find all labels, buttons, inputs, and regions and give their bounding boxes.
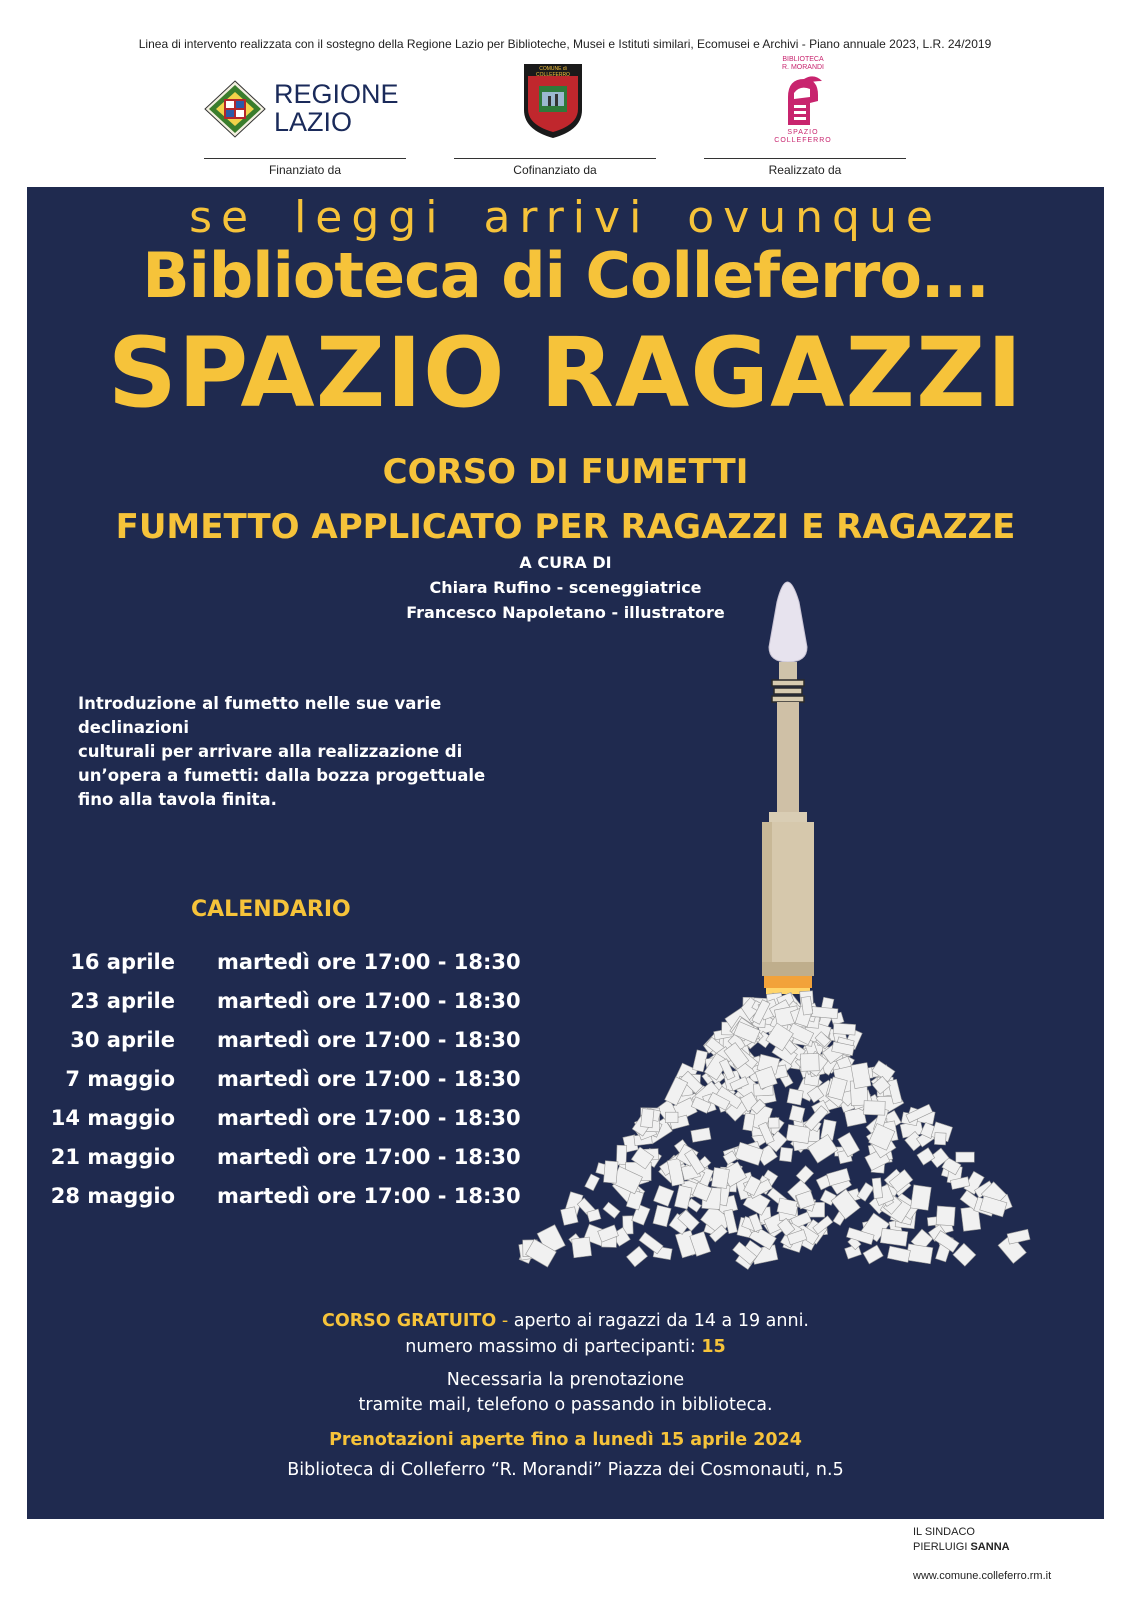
- paper-sheet: [917, 1148, 935, 1165]
- calendar-date: 28 maggio: [50, 1184, 175, 1208]
- paper-sheet: [833, 1023, 855, 1035]
- spazio-colleferro-logo: [768, 56, 838, 152]
- paper-sheet: [585, 1174, 600, 1191]
- intro-line: declinazioni: [78, 718, 189, 737]
- spazio-logo-top1: BIBLIOTECA: [782, 56, 824, 63]
- free-course-separator: -: [496, 1311, 514, 1331]
- subtitle-corso: CORSO DI FUMETTI: [382, 452, 749, 492]
- comune-colleferro-crest: [522, 62, 584, 140]
- mayor-label: IL SINDACO: [913, 1526, 975, 1538]
- free-course-line: [27, 1311, 1104, 1331]
- mayor-first-name: PIERLUIGI: [913, 1541, 968, 1553]
- paper-sheet: [1007, 1229, 1030, 1244]
- paper-sheet: [786, 1124, 810, 1143]
- calendar-time: martedì ore 17:00 - 18:30: [217, 1184, 521, 1208]
- calendar-time: martedì ore 17:00 - 18:30: [217, 1106, 521, 1130]
- regione-lazio-logo: [204, 80, 404, 136]
- paper-sheet: [811, 1007, 838, 1019]
- subtitle-fumetto-applicato: FUMETTO APPLICATO PER RAGAZZI E RAGAZZE: [115, 507, 1016, 547]
- intro-line: fino alla tavola finita.: [78, 790, 277, 809]
- max-participants-text: numero massimo di partecipanti:: [405, 1337, 696, 1357]
- paper-sheet: [641, 1109, 654, 1128]
- funding-note: Linea di intervento realizzata con il sostegno della Regione Lazio per Biblioteche, Musei e Istituti similari, Ecomusei e Archivi - Piano annuale 2023, L.R. 24/2019: [138, 37, 992, 51]
- paper-sheet: [653, 1185, 673, 1206]
- paper-sheet: [800, 1053, 819, 1071]
- paper-sheet: [787, 1088, 803, 1105]
- paper-sheet: [864, 1101, 886, 1116]
- regione-logo-line1: REGIONE: [274, 79, 399, 109]
- calendar-date: 30 aprile: [70, 1028, 175, 1052]
- spazio-logo-bottom1: SPAZIO: [787, 129, 819, 136]
- regione-lazio-emblem-icon: [204, 80, 266, 138]
- paper-sheet: [603, 1202, 620, 1218]
- calendar-date: 7 maggio: [65, 1067, 175, 1091]
- paper-sheet: [665, 1112, 678, 1123]
- age-range-text: aperto ai ragazzi da 14 a 19 anni.: [513, 1311, 809, 1331]
- spazio-logo-top2: R. MORANDI: [782, 64, 824, 71]
- paper-sheet: [863, 1245, 883, 1264]
- intro-line: un’opera a fumetti: dalla bozza progettuale: [78, 766, 486, 785]
- calendar-date: 23 aprile: [70, 989, 175, 1013]
- sponsor-divider: [454, 158, 656, 159]
- caption-realizzato: Realizzato da: [768, 163, 842, 177]
- sponsor-divider: [704, 158, 906, 159]
- paper-sheet: [653, 1205, 671, 1227]
- credit-sceneggiatrice: Chiara Rufino - sceneggiatrice: [429, 578, 702, 597]
- max-participants-value: 15: [701, 1337, 726, 1357]
- crest-label: COMUNE di COLLEFERRO: [536, 66, 570, 78]
- paper-sheet: [936, 1206, 955, 1226]
- knight-helmet-icon: [780, 75, 826, 127]
- paper-sheet: [934, 1133, 946, 1145]
- mayor-last-name: SANNA: [970, 1541, 1010, 1553]
- calendar-time: martedì ore 17:00 - 18:30: [217, 1028, 521, 1052]
- regione-logo-line2: LAZIO: [274, 107, 353, 137]
- booking-line2: tramite mail, telefono o passando in biblioteca.: [358, 1395, 773, 1415]
- paper-sheet: [796, 1166, 813, 1184]
- credits-heading: A CURA DI: [519, 553, 612, 572]
- paper-sheet: [956, 1152, 975, 1162]
- paper-sheet: [603, 1161, 618, 1184]
- poster-panel: [27, 187, 1104, 1519]
- paper-sheet: [906, 1244, 933, 1264]
- spazio-logo-bottom2: COLLEFERRO: [774, 137, 832, 144]
- paper-sheet: [769, 1118, 779, 1128]
- paper-sheet: [872, 1178, 883, 1199]
- title-biblioteca: Biblioteca di Colleferro...: [142, 239, 989, 312]
- mayor-signature: [913, 1525, 1010, 1555]
- max-participants-line: [27, 1337, 1104, 1357]
- calendar-time: martedì ore 17:00 - 18:30: [217, 1067, 521, 1091]
- paper-cloud-icon: [519, 991, 1030, 1270]
- paper-sheet: [779, 1147, 792, 1162]
- calendar-time: martedì ore 17:00 - 18:30: [217, 1145, 521, 1169]
- calendar-date: 14 maggio: [50, 1106, 175, 1130]
- paper-sheet: [911, 1185, 932, 1210]
- free-course-label: CORSO GRATUITO: [321, 1311, 497, 1331]
- intro-line: culturali per arrivare alla realizzazione di: [78, 742, 463, 761]
- calendar-date: 21 maggio: [50, 1145, 175, 1169]
- paper-sheet: [711, 1167, 729, 1188]
- sponsor-divider: [204, 158, 406, 159]
- paper-sheet: [626, 1246, 647, 1267]
- course-intro: [78, 692, 498, 812]
- paper-sheet: [887, 1246, 910, 1262]
- website-link[interactable]: www.comune.colleferro.rm.it: [913, 1570, 1052, 1582]
- calendar-time: martedì ore 17:00 - 18:30: [217, 989, 521, 1013]
- rocket-pencil-illustration: [507, 562, 1067, 1282]
- library-address: Biblioteca di Colleferro “R. Morandi” Piazza dei Cosmonauti, n.5: [287, 1460, 844, 1480]
- calendar-date: 16 aprile: [70, 950, 175, 974]
- caption-cofinanziato: Cofinanziato da: [513, 163, 597, 177]
- title-spazio-ragazzi: SPAZIO RAGAZZI: [107, 317, 1024, 429]
- paper-sheet: [880, 1228, 908, 1246]
- credit-illustratore: Francesco Napoletano - illustratore: [406, 603, 725, 622]
- paper-sheet: [691, 1128, 711, 1143]
- rocket-icon: [762, 582, 814, 994]
- calendar-time: martedì ore 17:00 - 18:30: [217, 950, 521, 974]
- booking-line1: Necessaria la prenotazione: [446, 1370, 685, 1390]
- intro-line: Introduzione al fumetto nelle sue varie: [78, 694, 442, 713]
- calendar-title: CALENDARIO: [191, 897, 351, 922]
- mayor-name: [913, 1540, 1010, 1555]
- tagline: se leggi arrivi ovunque: [189, 192, 942, 243]
- caption-finanziato: Finanziato da: [268, 163, 342, 177]
- paper-sheet: [561, 1207, 578, 1226]
- paper-sheet: [572, 1237, 592, 1258]
- booking-deadline: Prenotazioni aperte fino a lunedì 15 aprile 2024: [329, 1430, 802, 1450]
